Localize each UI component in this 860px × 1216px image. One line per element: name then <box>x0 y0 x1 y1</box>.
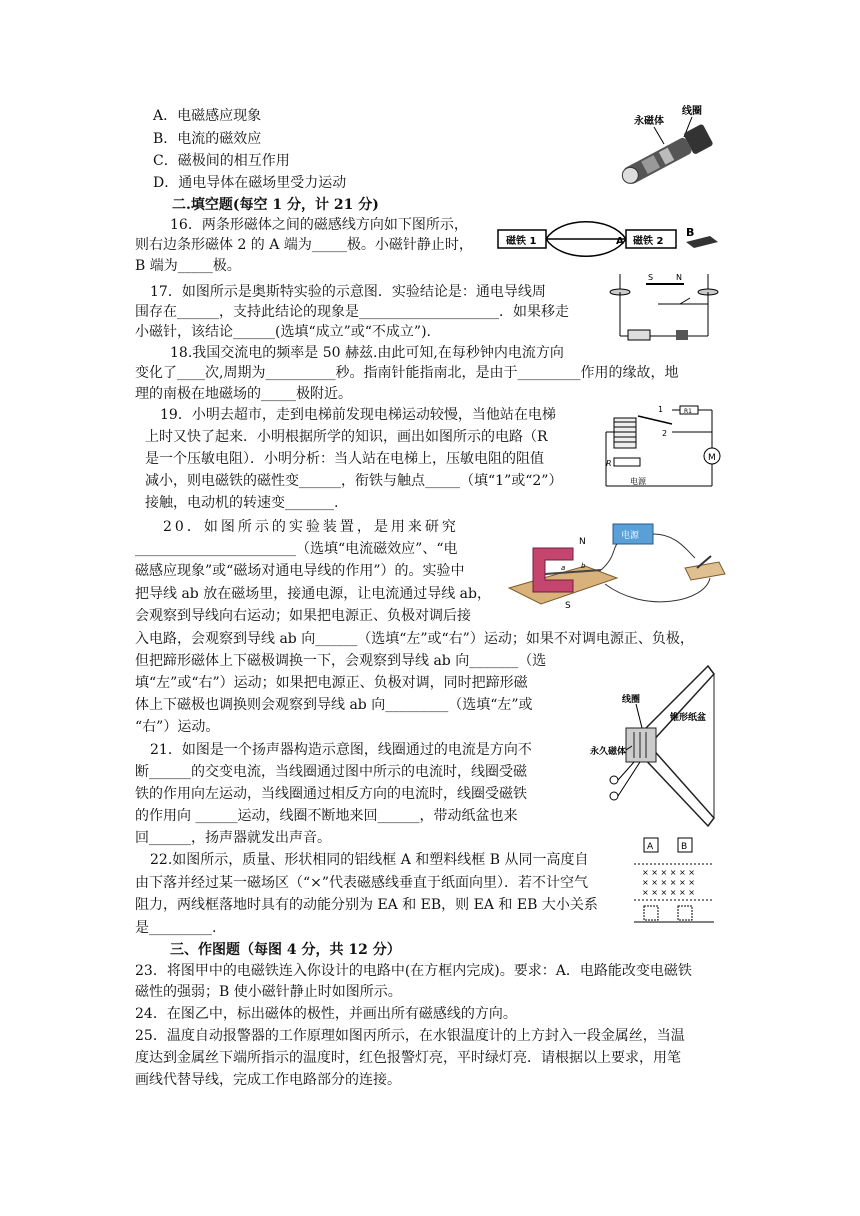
q20-line1: 20．如图所示的实验装置，是用来研究 <box>163 519 459 535</box>
label-magnet: 永磁体 <box>634 116 664 127</box>
label-contact-2: 2 <box>662 429 668 438</box>
field-row-2: × × × × × × <box>642 878 695 887</box>
motor-experiment-figure <box>505 518 727 620</box>
q22-line1: 22.如图所示，质量、形状相同的铝线框 A 和塑料线框 B 从同一高度自 <box>150 852 589 868</box>
q20-line10: “右”）运动。 <box>135 719 220 735</box>
label-b-end: B <box>686 226 695 239</box>
q25-line1: 25．温度自动报警器的工作原理如图丙所示，在水银温度计的上方封入一段金属丝，当温 <box>135 1028 685 1044</box>
q21-line5: 回______，扬声器就发出声音。 <box>135 830 331 846</box>
q19-line3: 是一个压敏电阻）．小明分析：当人站在电梯上，压敏电阻的阻值 <box>145 451 544 467</box>
option-b: B．电流的磁效应 <box>153 131 262 147</box>
q17-line3: 小磁针，该结论______(选填“成立”或“不成立”). <box>135 324 432 340</box>
q25-line2: 度达到金属丝下端所指示的温度时，红色报警灯亮，平时绿灯亮．请根据以上要求，用笔 <box>135 1050 681 1066</box>
q16-line3: B 端为_____极。 <box>135 258 241 274</box>
field-row-1: × × × × × × <box>642 868 695 877</box>
q23-line1: 23．将图甲中的电磁铁连入你设计的电路中(在方框内完成)。要求：A．电路能改变电磁铁 <box>135 963 692 979</box>
q16-line1: 16．两条形磁体之间的磁感线方向如下图所示， <box>170 217 468 233</box>
label-s: S <box>648 273 654 282</box>
q22-line3: 阻力，两线框落地时具有的动能分别为 EA 和 EB，则 EA 和 EB 大小关系 <box>135 897 598 913</box>
q25-line3: 画线代替导线，完成工作电路部分的连接。 <box>135 1072 401 1088</box>
label-frame-a: A <box>647 842 654 852</box>
q22-line4: 是_________. <box>135 920 217 936</box>
option-d: D．通电导体在磁场里受力运动 <box>153 175 347 191</box>
label-magnet2: 磁铁 2 <box>633 236 664 247</box>
label-pole-s: S <box>565 601 571 611</box>
magnets-figure <box>496 218 726 264</box>
q20-line7: 但把蹄形磁体上下磁极调换一下，会观察到导线 ab 向_______（选 <box>135 653 547 669</box>
speaker-figure <box>590 662 722 832</box>
label-magnet: 永久磁体 <box>590 747 627 757</box>
option-a: A．电磁感应现象 <box>153 108 262 124</box>
label-magnet1: 磁铁 1 <box>506 236 537 247</box>
label-r1: R1 <box>684 408 692 415</box>
flashlight-figure <box>612 102 722 194</box>
label-coil: 线圈 <box>622 695 641 705</box>
option-c: C．磁极间的相互作用 <box>153 153 290 169</box>
q17-line2: 围存在______，支持此结论的现象是____________________．如果移走 <box>135 304 569 320</box>
q18-line2: 变化了____次,周期为__________秒。指南针能指南北，是由于_________作用的缘故，地 <box>135 365 679 381</box>
label-contact-1: 1 <box>658 405 664 414</box>
label-a-end: A <box>616 236 624 247</box>
label-coil: 线圈 <box>682 106 702 117</box>
q19-line5: 接触，电动机的转速变_______. <box>145 495 339 511</box>
q20-line5: 会观察到导线向右运动；如果把电源正、负极对调后接 <box>135 608 471 624</box>
label-r: R <box>606 459 612 468</box>
section2-title: 二.填空题(每空 1 分，计 21 分) <box>172 197 379 213</box>
q20-line2: _______________________（选填“电流磁效应”、“电 <box>135 541 458 557</box>
q20-line6: 入电路，会观察到导线 ab 向______（选填“左”或“右”）运动；如果不对调电源正、负极， <box>135 631 694 647</box>
q20-line9: 体上下磁极也调换则会观察到导线 ab 向_________（选填“左”或 <box>135 697 533 713</box>
field-row-3: × × × × × × <box>642 888 695 897</box>
frames-figure <box>630 834 716 926</box>
elevator-circuit-figure <box>600 402 724 492</box>
label-source: 电源 <box>630 477 646 486</box>
section3-title: 三、作图题（每图 4 分，共 12 分） <box>170 942 401 958</box>
q18-line3: 理的南极在地磁场的_____极附近。 <box>135 386 352 402</box>
q16-line2: 则右边条形磁体 2 的 A 端为_____极。小磁针静止时， <box>135 237 473 253</box>
q17-line1: 17．如图所示是奥斯特实验的示意图．实验结论是：通电导线周 <box>150 284 546 300</box>
label-pole-n: N <box>579 537 586 547</box>
oersted-figure <box>600 264 726 342</box>
q19-line4: 减小，则电磁铁的磁性变______，衔铁与触点_____（填“1”或“2”） <box>145 473 563 489</box>
q20-line8: 填“左”或“右”）运动；如果把电源正、负极对调，同时把蹄形磁 <box>135 675 528 691</box>
q23-line2: 磁性的强弱；B 使小磁针静止时如图所示。 <box>135 984 402 1000</box>
q21-line3: 铁的作用向左运动，当线圈通过相反方向的电流时，线圈受磁铁 <box>135 786 527 802</box>
q19-line2: 上时又快了起来．小明根据所学的知识，画出如图所示的电路（R <box>145 429 548 445</box>
label-cone: 锥形纸盆 <box>670 713 707 723</box>
label-b-end: b <box>581 562 586 570</box>
label-frame-b: B <box>681 842 688 852</box>
q21-line2: 断______的交变电流，当线圈通过图中所示的电流时，线圈受磁 <box>135 764 527 780</box>
q24-line: 24．在图乙中，标出磁体的极性，并画出所有磁感线的方向。 <box>135 1006 517 1022</box>
label-n: N <box>676 273 682 282</box>
q18-line1: 18.我国交流电的频率是 50 赫兹.由此可知,在每秒钟内电流方向 <box>170 345 564 361</box>
q21-line1: 21．如图是一个扬声器构造示意图，线圈通过的电流是方向不 <box>150 742 532 758</box>
label-motor: M <box>708 453 716 463</box>
label-a-end: a <box>561 564 566 572</box>
label-power: 电源 <box>621 531 640 541</box>
q20-line3: 磁感应现象”或“磁场对通电导线的作用”）的。实验中 <box>135 563 465 579</box>
q22-line2: 由下落并经过某一磁场区（“×”代表磁感线垂直于纸面向里）．若不计空气 <box>135 875 589 891</box>
q21-line4: 的作用向 ______运动，线圈不断地来回______，带动纸盆也来 <box>135 808 518 824</box>
q19-line1: 19．小明去超市，走到电梯前发现电梯运动较慢，当他站在电梯 <box>160 407 556 423</box>
q20-line4: 把导线 ab 放在磁场里，接通电源，让电流通过导线 ab， <box>135 586 491 602</box>
